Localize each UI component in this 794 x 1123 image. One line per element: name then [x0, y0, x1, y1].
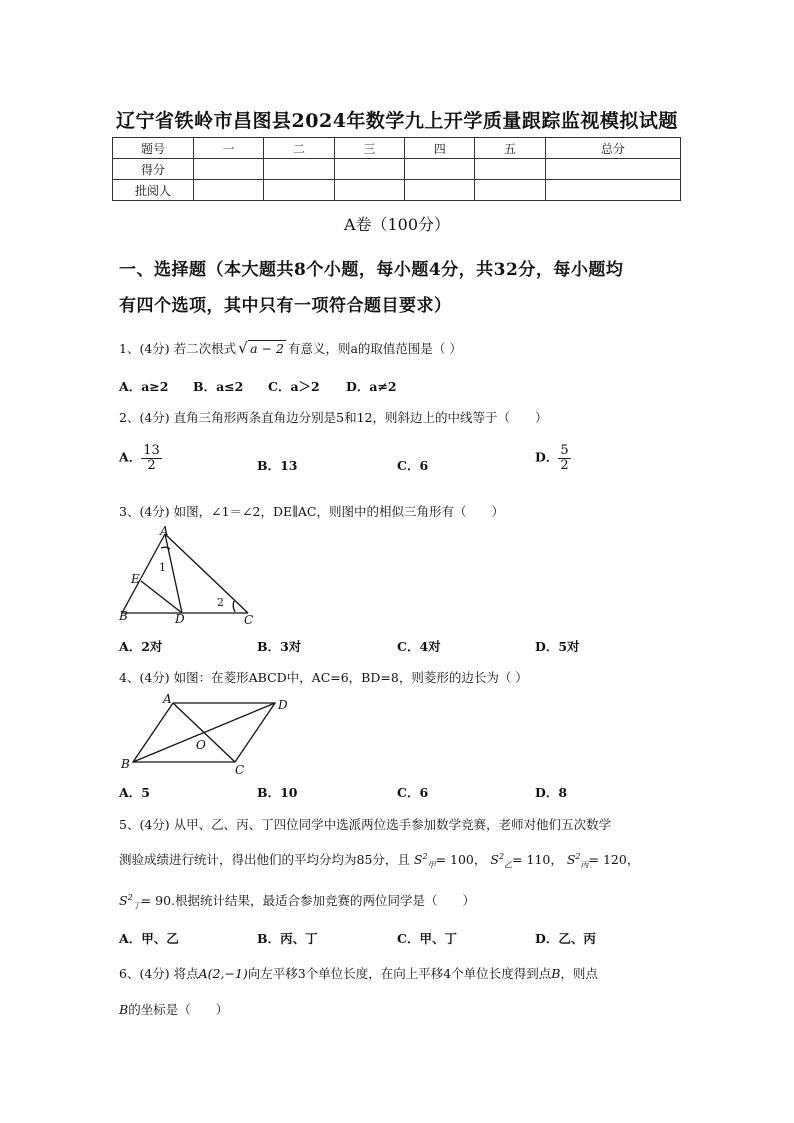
q5-option-d[interactable]: D．乙、丙 — [535, 931, 596, 946]
label-a: A — [160, 524, 169, 538]
table-cell — [545, 180, 680, 201]
table-header-cell: 三 — [334, 138, 404, 159]
q2-option-a[interactable] — [119, 444, 162, 472]
volume-heading: A卷（100分） — [343, 215, 451, 234]
subscript: 甲 — [427, 860, 436, 870]
variance-bing: $S^2_丙$ — [566, 851, 589, 870]
subscript: 丙 — [580, 860, 589, 870]
q3-option-a[interactable]: A．2对 — [119, 639, 163, 654]
subscript: 丁 — [132, 901, 141, 911]
q6-prefix: 6、(4分) 将点 — [119, 966, 199, 981]
question-6-line2 — [119, 1000, 228, 1018]
table-cell — [264, 159, 334, 180]
q6-end: ，则点 — [560, 966, 598, 981]
q3-option-b[interactable]: B．3对 — [257, 639, 302, 654]
table-row — [113, 159, 681, 180]
label-angle-1: 1 — [159, 561, 166, 574]
q2-d-label: D． — [535, 449, 559, 465]
table-cell: 批阅人 — [113, 180, 194, 201]
denominator: 2 — [147, 457, 156, 473]
triangle-figure — [117, 524, 259, 628]
question-3: 3、(4分) 如图，∠1＝∠2，DE∥AC，则图中的相似三角形有（ ） — [119, 504, 504, 519]
variance-jia: $S^2_甲$ — [413, 851, 436, 870]
segment-ac — [165, 534, 248, 613]
angle-1-arc — [161, 547, 170, 549]
q2-option-c[interactable]: C．6 — [397, 458, 429, 473]
variance-ding-value: = 90 — [140, 893, 172, 908]
q3-option-d[interactable]: D．5对 — [535, 639, 580, 654]
question-1 — [119, 339, 462, 357]
label-d: D — [278, 698, 288, 712]
point-b-var: B — [119, 1002, 129, 1017]
point-a: A(2,−1) — [198, 966, 248, 981]
q4-option-b[interactable]: B．10 — [257, 785, 298, 800]
q2-a-label: A． — [119, 449, 142, 465]
diagonal-bd — [133, 703, 275, 762]
score-table — [112, 137, 681, 201]
radicand: a − 2 — [250, 341, 284, 356]
numerator: 5 — [560, 443, 569, 458]
q1-option-d[interactable]: D．a≠2 — [346, 379, 397, 394]
variance-yi: $S^2_乙$ — [490, 851, 513, 870]
table-cell — [264, 180, 334, 201]
table-cell — [334, 180, 404, 201]
page-title: 辽宁省铁岭市昌图县2024年数学九上开学质量跟踪监视模拟试题 — [116, 110, 678, 132]
table-header-cell: 四 — [405, 138, 475, 159]
q1-suffix: 有意义，则a的取值范围是（ ） — [287, 341, 462, 356]
table-header-cell: 题号 — [113, 138, 194, 159]
q4-option-c[interactable]: C．6 — [397, 785, 429, 800]
table-cell — [194, 180, 264, 201]
variance-ding: $S^2_丁$ — [119, 892, 141, 911]
table-header-cell: 一 — [194, 138, 264, 159]
q1-option-c[interactable]: C．a＞2 — [268, 379, 320, 394]
q2-option-b[interactable]: B．13 — [257, 458, 298, 473]
question-6-line1 — [119, 964, 598, 982]
fraction — [558, 444, 570, 472]
radical-sign: √ — [238, 339, 248, 357]
q1-prefix: 1、(4分) 若二次根式 — [119, 341, 237, 356]
q4-option-a[interactable]: A．5 — [119, 785, 150, 800]
label-o: O — [196, 738, 206, 752]
subscript: 乙 — [504, 860, 513, 870]
label-c: C — [235, 763, 245, 777]
variance-bing-value: = 120， — [588, 852, 640, 867]
table-row — [113, 180, 681, 201]
q5-line3-suffix: .根据统计结果，最适合参加竞赛的两位同学是（ ） — [171, 893, 476, 908]
label-e: E — [131, 572, 140, 586]
table-cell — [405, 159, 475, 180]
numerator: 13 — [143, 443, 160, 458]
label-b: B — [119, 609, 128, 623]
variance-jia-value: = 100， — [435, 852, 487, 867]
q5-option-c[interactable]: C．甲、丁 — [397, 931, 457, 946]
section-heading-line1: 一、选择题（本大题共8个小题，每小题4分，共32分，每小题均 — [119, 260, 624, 280]
q3-option-c[interactable]: C．4对 — [397, 639, 441, 654]
q4-option-d[interactable]: D．8 — [535, 785, 568, 800]
q6-middle: 向左平移3个单位长度，在向上平移4个单位长度得到点 — [247, 966, 552, 981]
sqrt-expression — [238, 341, 286, 356]
q1-option-b[interactable]: B．a≤2 — [193, 379, 244, 394]
q5-line2-prefix: 测验成绩进行统计，得出他们的平均分均为85分，且 — [119, 852, 410, 867]
fraction — [141, 444, 162, 472]
question-2: 2、(4分) 直角三角形两条直角边分别是5和12，则斜边上的中线等于（ ） — [119, 410, 548, 425]
table-cell — [475, 159, 545, 180]
q6-line2-text: 的坐标是（ ） — [128, 1002, 229, 1017]
question-5-line3 — [119, 891, 475, 912]
question-5-line2 — [119, 850, 639, 871]
table-cell — [194, 159, 264, 180]
label-a: A — [163, 692, 172, 706]
table-header-cell: 总分 — [545, 138, 680, 159]
table-cell — [405, 180, 475, 201]
table-header-cell: 二 — [264, 138, 334, 159]
section-heading-line2: 有四个选项，其中只有一项符合题目要求） — [119, 296, 452, 316]
rhombus-figure — [117, 692, 297, 780]
table-row — [113, 138, 681, 159]
q5-option-a[interactable]: A．甲、乙 — [119, 931, 179, 946]
label-angle-2: 2 — [217, 596, 224, 609]
question-5-line1: 5、(4分) 从甲、乙、丙、丁四位同学中选派两位选手参加数学竞赛，老师对他们五次数学 — [119, 817, 612, 832]
label-d: D — [175, 612, 185, 626]
angle-2-arc — [233, 601, 235, 612]
q2-option-d[interactable] — [535, 444, 571, 472]
question-4: 4、(4分) 如图：在菱形ABCD中，AC=6，BD=8，则菱形的边长为（ ） — [119, 670, 528, 685]
point-b: B — [551, 966, 561, 981]
table-cell: 得分 — [113, 159, 194, 180]
label-c: C — [244, 613, 254, 627]
variance-yi-value: = 110， — [512, 852, 563, 867]
table-header-cell: 五 — [475, 138, 545, 159]
table-cell — [334, 159, 404, 180]
table-cell — [475, 180, 545, 201]
label-b: B — [121, 757, 130, 771]
q5-option-b[interactable]: B．丙、丁 — [257, 931, 318, 946]
table-cell — [545, 159, 680, 180]
q1-option-a[interactable]: A．a≥2 — [119, 379, 169, 394]
denominator: 2 — [560, 457, 569, 473]
